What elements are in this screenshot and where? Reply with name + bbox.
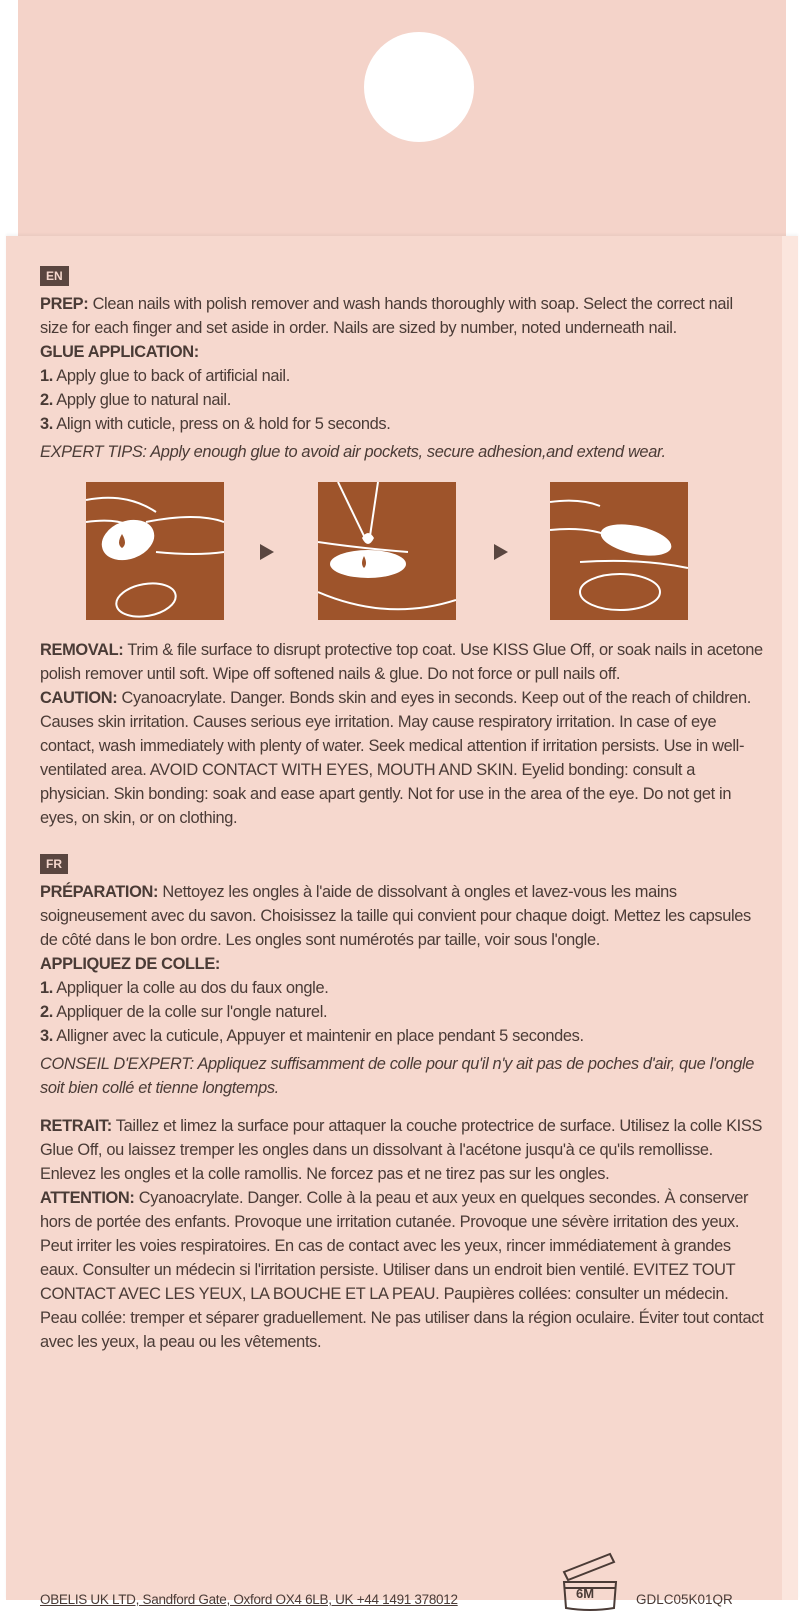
caution-paragraph-en: CAUTION: Cyanoacrylate. Danger. Bonds skin and eyes in seconds. Keep out of the reach of children. Causes skin irritation. Causes serious eye irritation. May cause respiratory irritation. In case of eye contact, wash immediately with plenty of water. Seek medical attention if irritation persists. Use in well-ventilated area. AVOID CONTACT WITH EYES, MOUTH AND SKIN. Eyelid bonding: consult a physician. Skin bonding: soak and ease apart gently. Not for use in the area of the eye. Do not get in eyes, on skin, or on clothing. xyxy=(40,689,751,827)
instruction-card xyxy=(6,236,798,1607)
step-1-fr: 1. Appliquer la colle au dos du faux ongle. xyxy=(40,979,329,997)
expert-tips-fr: CONSEIL D'EXPERT: Appliquez suffisamment de colle pour qu'il n'y ait pas de poches d'air, que l'ongle soit bien collé et tienne longtemps. xyxy=(40,1055,755,1097)
footer xyxy=(40,1576,764,1616)
prep-label-en: PREP: xyxy=(40,295,89,313)
instruction-content xyxy=(40,260,764,1354)
section-en xyxy=(40,260,764,830)
glue-heading-fr: APPLIQUEZ DE COLLE: xyxy=(40,955,221,973)
prep-paragraph-en xyxy=(40,292,764,340)
manufacturer-address: OBELIS UK LTD, Sandford Gate, Oxford OX4 6LB, UK +44 1491 378012 xyxy=(40,1592,458,1607)
step-2-illustration-icon xyxy=(318,482,456,620)
step-1-illustration-icon xyxy=(86,482,224,620)
open-jar-icon xyxy=(560,1550,620,1612)
removal-paragraph-en: REMOVAL: Trim & file surface to disrupt protective top coat. Use KISS Glue Off, or soak nails in acetone polish remover until soft. Wipe off softened nails & glue. Do not force or pull nails off. xyxy=(40,641,763,683)
step-3-fr: 3. Alligner avec la cuticule, Appuyer et maintenir en place pendant 5 secondes. xyxy=(40,1027,584,1045)
arrow-right-icon xyxy=(494,544,508,560)
step-1-illustration xyxy=(86,482,224,620)
step-3-illustration-icon xyxy=(550,482,688,620)
removal-paragraph-fr: RETRAIT: Taillez et limez la surface pour attaquer la couche protectrice de surface. Utilisez la colle KISS Glue Off, ou laissez tremper les ongles dans un dissolvant à l'acétone jusqu'à ce qu'ils remollisse. Enlevez les ongles et la colle ramollis. Ne forcez pas et ne tirez pas sur les ongles. xyxy=(40,1117,763,1183)
pao-label: 6M xyxy=(576,1586,595,1601)
caution-paragraph-fr: ATTENTION: Cyanoacrylate. Danger. Colle à la peau et aux yeux en quelques secondes. À conserver hors de portée des enfants. Provoque une irritation cutanée. Provoque une sévère irritation des yeux. Peut irriter les voies respiratoires. En cas de contact avec les yeux, rincer immédiatement à grandes eaux. Consulter un médecin si l'irritation persiste. Utiliser dans un endroit bien ventilé. EVITEZ TOUT CONTACT AVEC LES YEUX, LA BOUCHE ET LA PEAU. Paupières collées: consulter un médecin. Peau collée: tremper et séparer graduellement. Ne pas utiliser dans la région oculaire. Éviter tout contact avec les yeux, la peau ou les vêtements. xyxy=(40,1189,764,1351)
hang-hole xyxy=(364,32,474,142)
arrow-right-icon xyxy=(260,544,274,560)
illustration-row xyxy=(40,482,764,622)
glue-heading-en: GLUE APPLICATION: xyxy=(40,343,199,361)
step-3-en: 3. Align with cuticle, press on & hold for 5 seconds. xyxy=(40,415,391,433)
lang-badge-en: EN xyxy=(40,266,69,286)
hang-tab xyxy=(18,0,786,236)
prep-paragraph-fr: PRÉPARATION: Nettoyez les ongles à l'aide de dissolvant à ongles et lavez-vous les mains soigneusement avec du savon. Choisissez la taille qui convient pour chaque doigt. Mettez les capsules de côté dans le bon ordre. Les ongles sont numérotés par taille, voir sous l'ongle. xyxy=(40,883,751,949)
expert-tips-en: EXPERT TIPS: Apply enough glue to avoid air pockets, secure adhesion,and extend wear. xyxy=(40,443,666,461)
prep-text-en: Clean nails with polish remover and wash hands thoroughly with soap. Select the correct nail size for each finger and set aside in order. Nails are sized by number, noted underneath nail. xyxy=(40,295,733,337)
step-3-illustration xyxy=(550,482,688,620)
product-code: GDLC05K01QR xyxy=(636,1592,733,1607)
section-fr xyxy=(40,848,764,1354)
lang-badge-fr: FR xyxy=(40,854,68,874)
step-2-illustration xyxy=(318,482,456,620)
step-1-en: 1. Apply glue to back of artificial nail. xyxy=(40,367,290,385)
step-2-fr: 2. Appliquer de la colle sur l'ongle naturel. xyxy=(40,1003,328,1021)
step-2-en: 2. Apply glue to natural nail. xyxy=(40,391,231,409)
card-fold-edge xyxy=(782,236,798,1600)
